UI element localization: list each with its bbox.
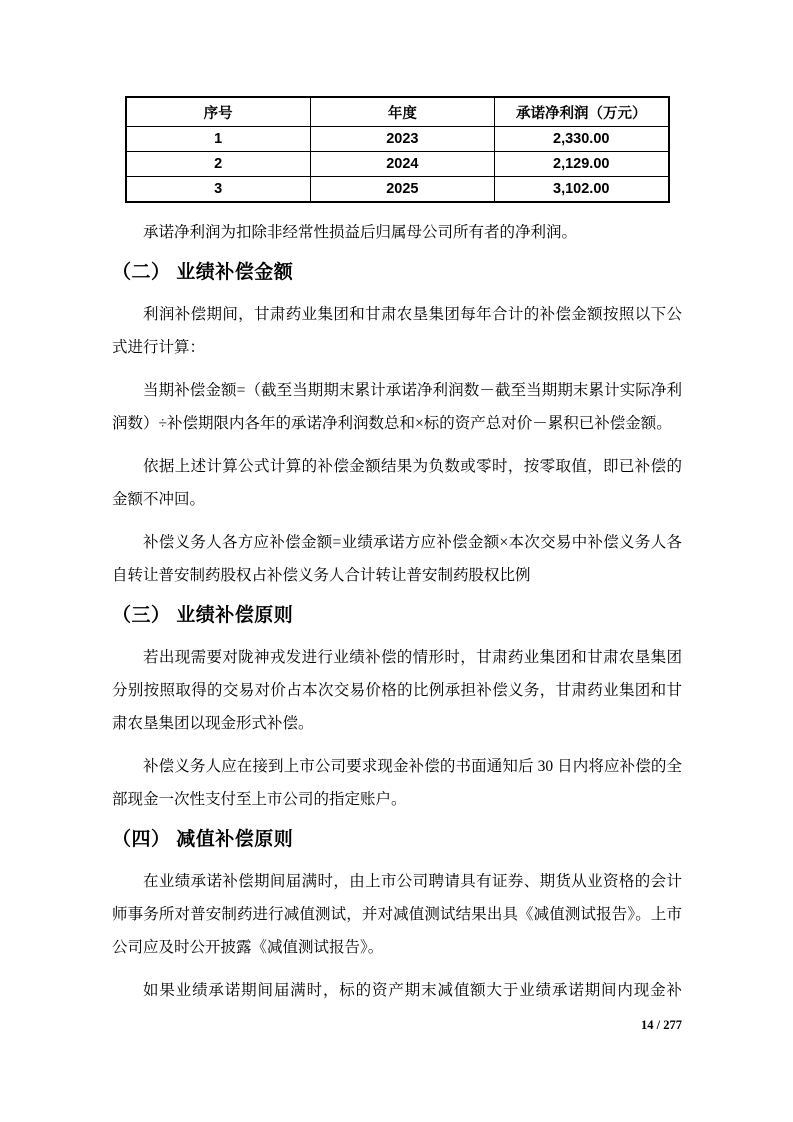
table-cell-profit: 2,129.00: [495, 152, 669, 177]
table-header-row: [126, 97, 669, 127]
table-header-cell-index: 序号: [126, 97, 311, 127]
section-heading-compensation-principle: （三） 业绩补偿原则: [112, 605, 294, 626]
section-heading-impairment-principle: （四） 减值补偿原则: [112, 829, 294, 850]
page-number: 14 / 277: [641, 1018, 682, 1032]
table-cell-year: 2024: [310, 152, 494, 177]
table-cell-profit: 2,330.00: [495, 127, 669, 152]
body-paragraph: 若出现需要对陇神戎发进行业绩补偿的情形时，甘肃药业集团和甘肃农垦集团分别按照取得的交易对价占本次交易价格的比例承担补偿义务，甘肃药业集团和甘肃农垦集团以现金形式补偿。: [112, 649, 682, 732]
body-paragraph-continued: 如果业绩承诺期间届满时，标的资产期末减值额大于业绩承诺期间内现金补: [143, 982, 682, 999]
body-paragraph: 利润补偿期间，甘肃药业集团和甘肃农垦集团每年合计的补偿金额按照以下公式进行计算：: [112, 306, 682, 356]
section-heading-compensation-amount: （二） 业绩补偿金额: [112, 262, 294, 283]
table-cell-index: 3: [126, 177, 311, 203]
table-header-cell-year: 年度: [310, 97, 494, 127]
body-paragraph: 在业绩承诺补偿期间届满时，由上市公司聘请具有证券、期货从业资格的会计师事务所对普安制药进行减值测试，并对减值测试结果出具《减值测试报告》。上市公司应及时公开披露《减值测试报告》。: [112, 873, 682, 956]
table-cell-index: 1: [126, 127, 311, 152]
body-paragraph-net-profit-definition: 承诺净利润为扣除非经常性损益后归属母公司所有者的净利润。: [143, 224, 578, 241]
table-cell-year: 2023: [310, 127, 494, 152]
table-row: [126, 127, 669, 152]
table-row: [126, 177, 669, 203]
body-paragraph: 依据上述计算公式计算的补偿金额结果为负数或零时，按零取值，即已补偿的金额不冲回。: [112, 458, 682, 508]
table-cell-index: 2: [126, 152, 311, 177]
body-paragraph-formula: 补偿义务人各方应补偿金额=业绩承诺方应补偿金额×本次交易中补偿义务人各自转让普安制药股权占补偿义务人合计转让普安制药股权比例: [112, 534, 682, 584]
table-cell-year: 2025: [310, 177, 494, 203]
body-paragraph: 补偿义务人应在接到上市公司要求现金补偿的书面通知后 30 日内将应补偿的全部现金一次性支付至上市公司的指定账户。: [112, 758, 682, 808]
table-cell-profit: 3,102.00: [495, 177, 669, 203]
body-paragraph-formula: 当期补偿金额=（截至当期期末累计承诺净利润数－截至当期期末累计实际净利润数）÷补偿期限内各年的承诺净利润数总和×标的资产总对价－累积已补偿金额。: [112, 382, 682, 432]
table-row: [126, 152, 669, 177]
table-header-cell-profit: 承诺净利润（万元）: [495, 97, 669, 127]
committed-net-profit-table: [125, 96, 670, 203]
